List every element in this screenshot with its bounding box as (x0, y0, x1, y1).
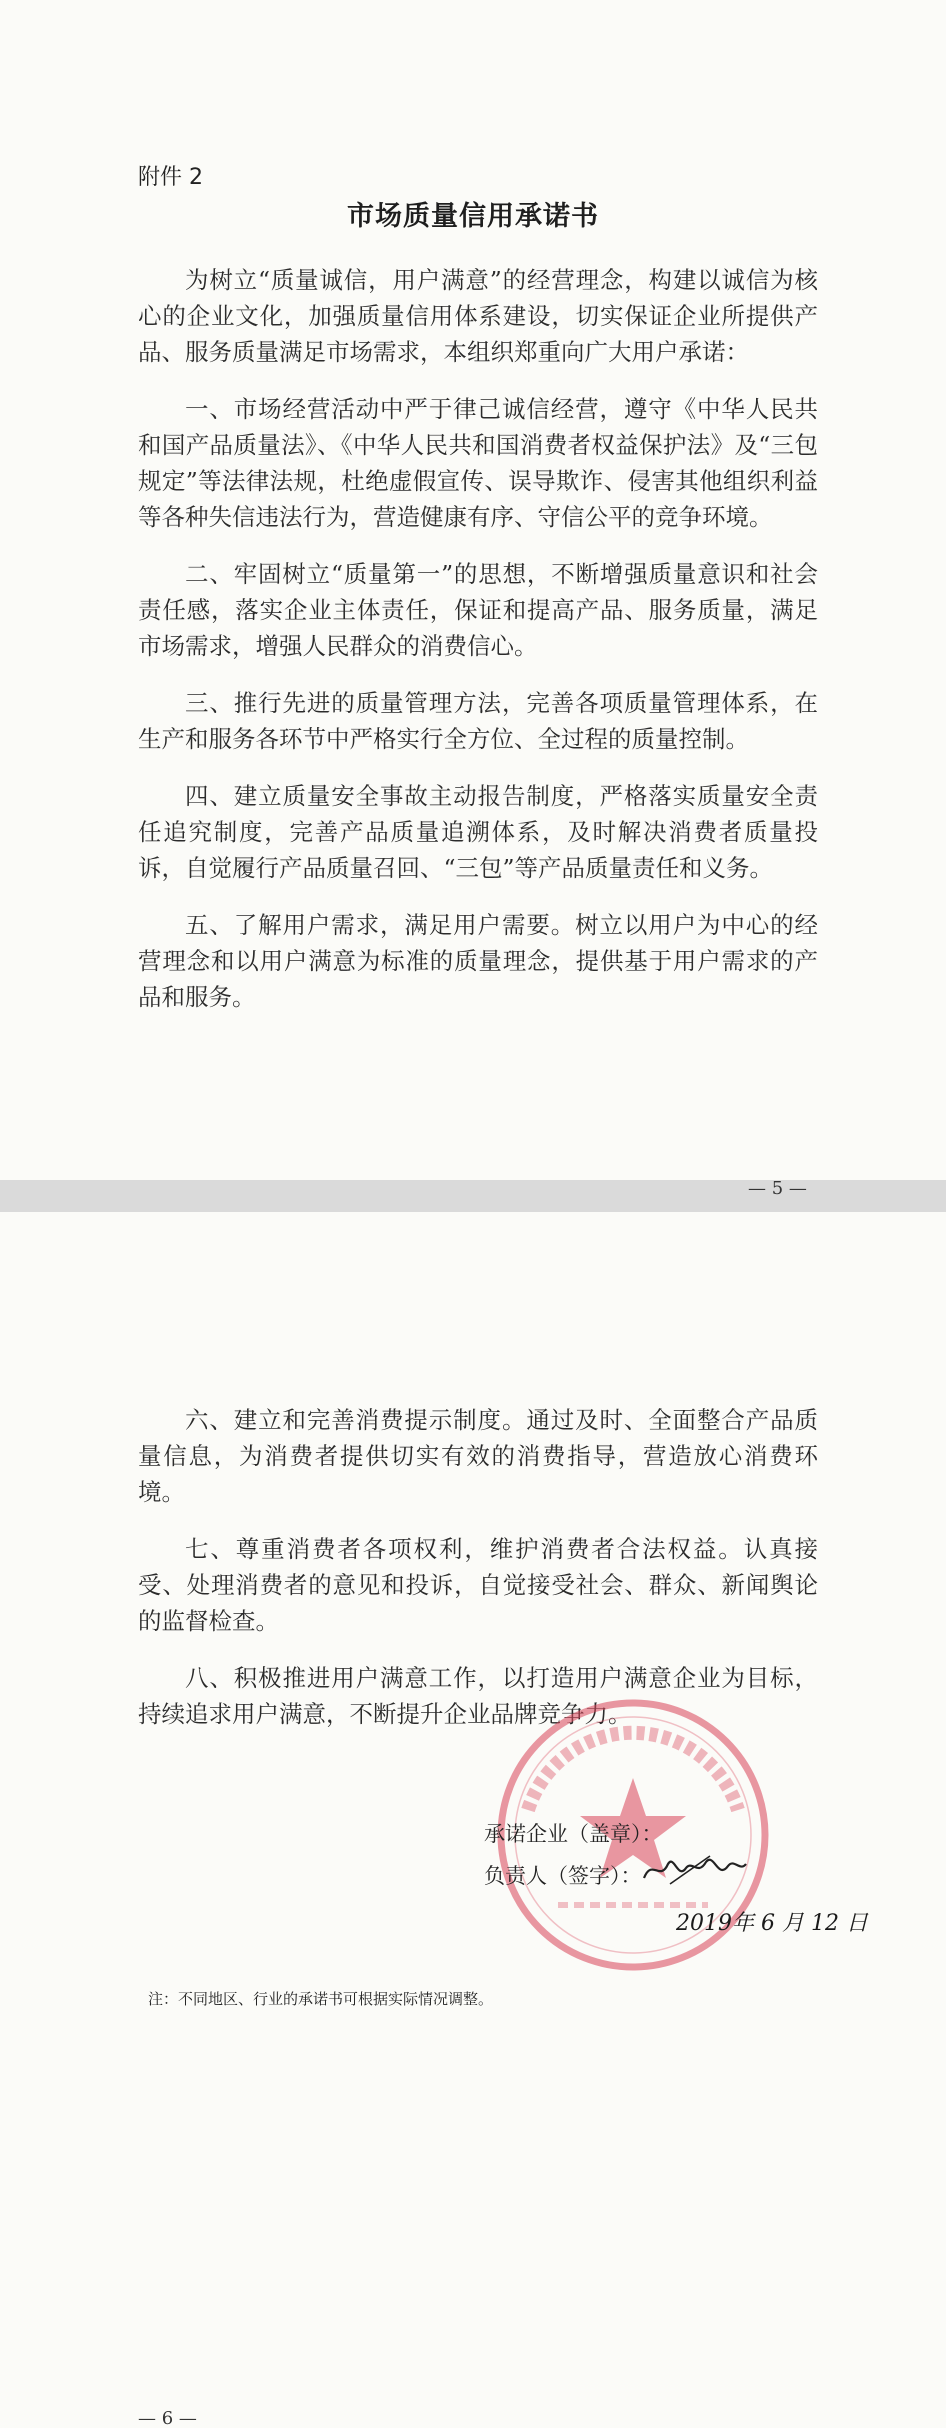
commitment-paragraph-2: 二、牢固树立“质量第一”的思想，不断增强质量意识和社会责任感，落实企业主体责任，保证和提高产品、服务质量，满足市场需求，增强人民群众的消费信心。 (138, 560, 818, 660)
intro-paragraph: 为树立“质量诚信，用户满意”的经营理念，构建以诚信为核心的企业文化，加强质量信用体系建设，切实保证企业所提供产品、服务质量满足市场需求，本组织郑重向广大用户承诺： (138, 266, 818, 366)
responsible-person-label: 负责人（签字）： (484, 1864, 642, 1888)
attachment-label: 附件 2 (138, 165, 203, 190)
commitment-paragraph-8: 八、积极推进用户满意工作，以打造用户满意企业为目标，持续追求用户满意，不断提升企业品牌竞争力。 (138, 1664, 818, 1728)
commitment-paragraph-3: 三、推行先进的质量管理方法，完善各项质量管理体系，在生产和服务各环节中严格实行全方位、全过程的质量控制。 (138, 689, 818, 753)
page-1-body (138, 262, 818, 1036)
commitment-paragraph-5: 五、了解用户需求，满足用户需要。树立以用户为中心的经营理念和以用户满意为标准的质量理念，提供基于用户需求的产品和服务。 (138, 911, 818, 1011)
commitment-paragraph-7: 七、尊重消费者各项权利，维护消费者合法权益。认真接受、处理消费者的意见和投诉，自觉接受社会、群众、新闻舆论的监督检查。 (138, 1535, 818, 1635)
document-title: 市场质量信用承诺书 (347, 201, 599, 232)
commitment-paragraph-1: 一、市场经营活动中严于律己诚信经营，遵守《中华人民共和国产品质量法》、《中华人民共和国消费者权益保护法》及“三包规定”等法律法规，杜绝虚假宣传、误导欺诈、侵害其他组织利益等各种失信违法行为，营造健康有序、守信公平的竞争环境。 (138, 395, 818, 531)
commitment-paragraph-6: 六、建立和完善消费提示制度。通过及时、全面整合产品质量信息，为消费者提供切实有效的消费指导，营造放心消费环境。 (138, 1406, 818, 1506)
page-number-5: — 5 — (748, 1178, 807, 1199)
commit-company-label: 承诺企业（盖章）： (484, 1822, 663, 1846)
commitment-paragraph-4: 四、建立质量安全事故主动报告制度，严格落实质量安全责任追究制度，完善产品质量追溯体系，及时解决消费者质量投诉，自觉履行产品质量召回、“三包”等产品质量责任和义务。 (138, 782, 818, 882)
document-page-5 (0, 0, 946, 1180)
document-page-6 (0, 1212, 946, 2428)
handwritten-signature-icon (640, 1850, 750, 1890)
footnote: 注：不同地区、行业的承诺书可根据实际情况调整。 (148, 1990, 494, 2008)
page-number-6: — 6 — (138, 2408, 197, 2428)
signing-date: 2019年 6 月 12 日 (676, 1911, 868, 1936)
